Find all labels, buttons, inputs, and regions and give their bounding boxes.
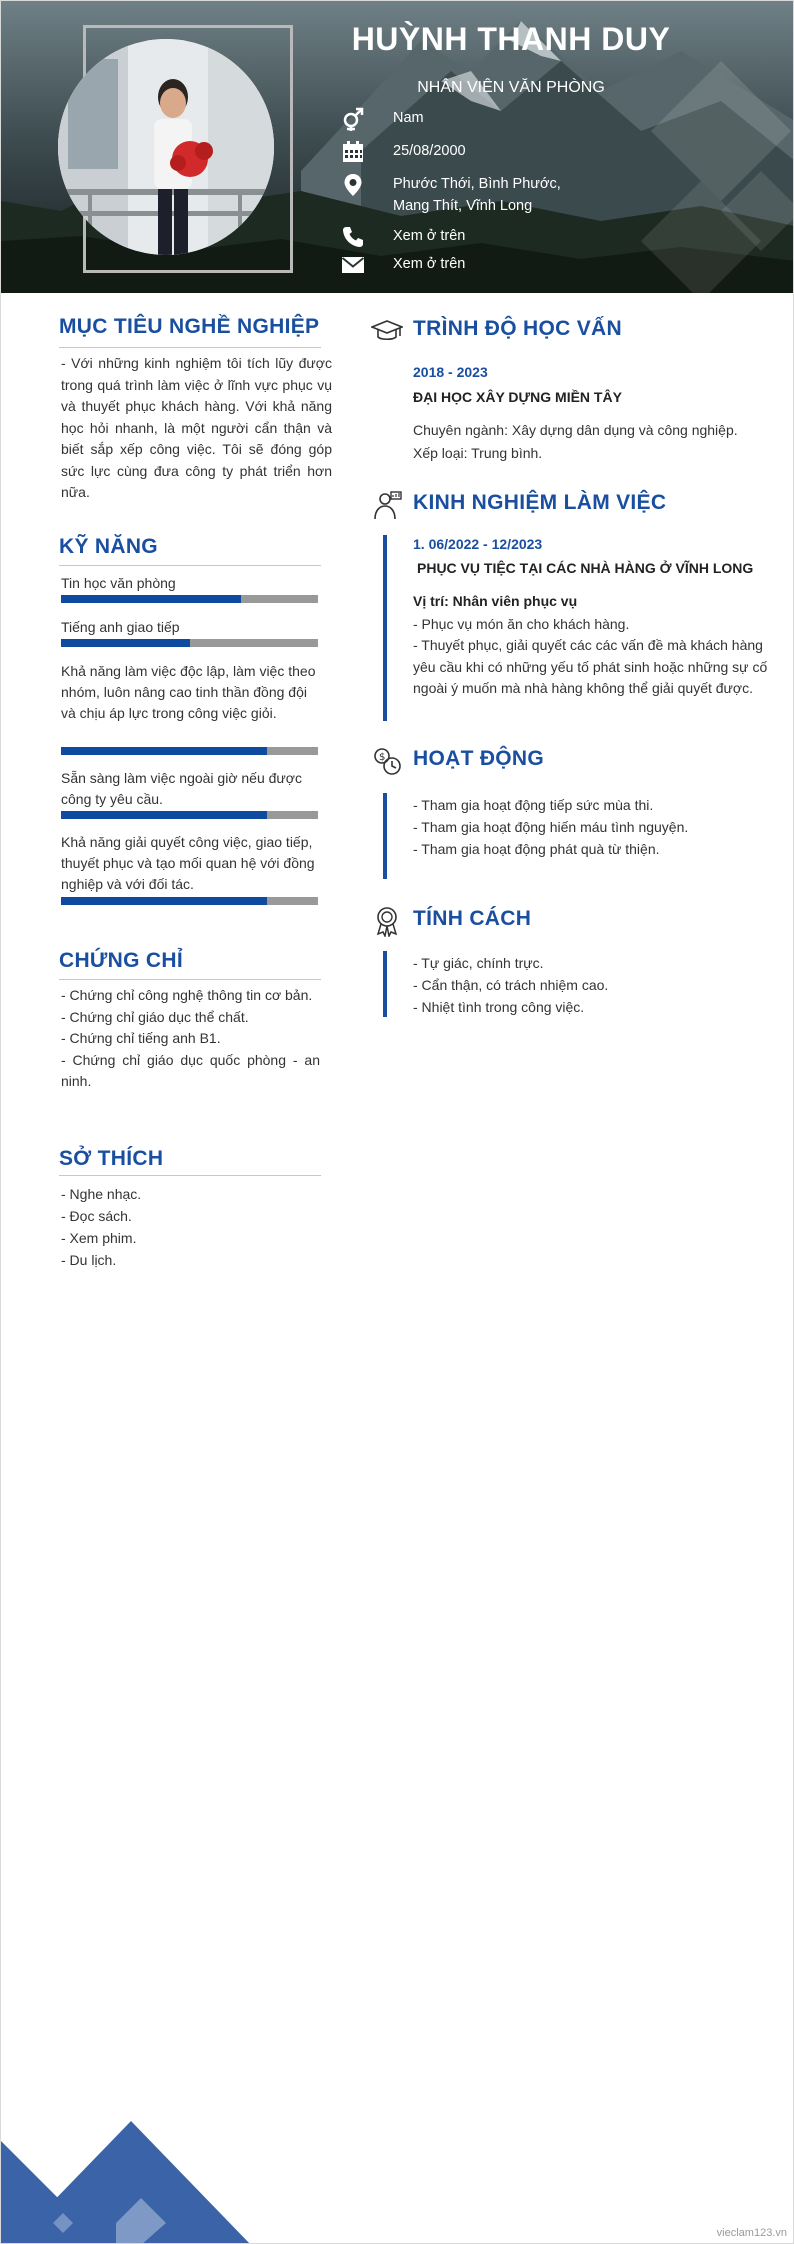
candidate-name: HUỲNH THANH DUY — [351, 21, 671, 57]
skill-label: Khả năng giải quyết công việc, giao tiếp, thuyết phục và tạo mối quan hệ với đồng nghiệp và với đối tác. — [61, 834, 315, 892]
skill-label: Tin học văn phòng — [61, 575, 176, 591]
skills-title: KỸ NĂNG — [59, 535, 158, 558]
personality-title: TÍNH CÁCH — [413, 907, 532, 930]
certificate-item: - Chứng chỉ tiếng anh B1. — [61, 1030, 221, 1046]
job-title: NHÂN VIÊN VĂN PHÒNG — [417, 79, 605, 96]
header — [1, 1, 794, 293]
hobby-item: - Xem phim. — [61, 1230, 137, 1246]
gender-text: Nam — [393, 110, 424, 126]
skill-label: Khả năng làm việc độc lập, làm việc theo nhóm, luôn nâng cao tinh thần đồng đội và chịu áp lực trong công việc giỏi. — [61, 663, 316, 721]
skill-bar-fill — [61, 639, 190, 647]
svg-text:$: $ — [379, 752, 386, 763]
award-badge-icon — [371, 905, 403, 937]
activities-timeline-bar — [383, 793, 387, 879]
education-major: Chuyên ngành: Xây dựng dân dụng và công nghiệp. — [413, 422, 738, 438]
experience-title: KINH NGHIỆM LÀM VIỆC — [413, 491, 667, 514]
email-text: Xem ở trên — [393, 256, 466, 272]
phone-text: Xem ở trên — [393, 228, 466, 244]
hobbies-title: SỞ THÍCH — [59, 1147, 164, 1170]
objective-title: MỤC TIÊU NGHỀ NGHIỆP — [59, 315, 320, 338]
skill-bar — [61, 595, 318, 603]
skill-bar — [61, 811, 318, 819]
education-school: ĐẠI HỌC XÂY DỰNG MIỀN TÂY — [413, 389, 622, 405]
profile-photo — [58, 39, 274, 255]
skill-bar — [61, 639, 318, 647]
personality-item: - Cẩn thận, có trách nhiệm cao. — [413, 977, 609, 993]
hobby-item: - Nghe nhạc. — [61, 1186, 142, 1202]
gender-icon — [341, 107, 365, 131]
certificates-list — [61, 985, 320, 1093]
skill-label: Tiếng anh giao tiếp — [61, 619, 180, 635]
site-credit: vieclam123.vn — [716, 2227, 787, 2239]
calendar-icon — [341, 140, 365, 164]
hobbies-divider — [59, 1175, 321, 1176]
certificate-item: - Chứng chỉ công nghệ thông tin cơ bản. — [61, 987, 313, 1003]
address-line-2: Mang Thít, Vĩnh Long — [393, 198, 533, 214]
objective-text: - Với những kinh nghiệm tôi tích lũy được trong quá trình làm việc ở lĩnh vực phục vụ và thuyết phục khách hàng. Với khả năng học hỏi nhanh, là một người cẩn thận và biết sắp xếp công việc. Tôi sẽ đóng góp sức lực cùng đưa công ty phát triển hơn nữa. — [61, 355, 332, 500]
personality-timeline-bar — [383, 951, 387, 1017]
education-grade: Xếp loại: Trung bình. — [413, 445, 543, 461]
graduation-cap-icon — [371, 315, 403, 347]
skill-bar-fill — [61, 747, 267, 755]
experience-position: Vị trí: Nhân viên phục vụ — [413, 593, 578, 609]
activity-icon — [371, 745, 403, 777]
location-pin-icon — [341, 173, 365, 197]
personality-item: - Tự giác, chính trực. — [413, 955, 544, 971]
skill-bar — [61, 897, 318, 905]
activity-item: - Tham gia hoạt động hiến máu tình nguyện. — [413, 819, 689, 835]
hobby-item: - Du lịch. — [61, 1252, 117, 1268]
experience-company: PHỤC VỤ TIỆC TẠI CÁC NHÀ HÀNG Ở VĨNH LONG — [417, 560, 754, 576]
skill-bar-fill — [61, 897, 267, 905]
certificate-item: - Chứng chỉ giáo dục quốc phòng - an ninh. — [61, 1051, 320, 1089]
education-title: TRÌNH ĐỘ HỌC VẤN — [413, 317, 622, 340]
birthday-text: 25/08/2000 — [393, 143, 466, 159]
objective-divider — [59, 347, 321, 348]
address-line-1: Phước Thới, Bình Phước, — [393, 176, 561, 192]
skills-divider — [59, 565, 321, 566]
skill-label: Sẵn sàng làm việc ngoài giờ nếu được công ty yêu cầu. — [61, 770, 302, 807]
experience-duty: - Thuyết phục, giải quyết các các vấn đề mà khách hàng yêu cầu khi có những yếu tố phát sinh hoặc những sự cố ngoài ý muốn mà nhà hàng không thể giải quyết được. — [413, 637, 768, 696]
certificates-divider — [59, 979, 321, 980]
certificates-title: CHỨNG CHỈ — [59, 949, 183, 972]
envelope-icon — [341, 253, 365, 277]
experience-period: 1. 06/2022 - 12/2023 — [413, 536, 543, 552]
certificate-item: - Chứng chỉ giáo dục thể chất. — [61, 1008, 249, 1025]
phone-icon — [341, 225, 365, 249]
experience-timeline-bar — [383, 535, 387, 721]
skill-bar-fill — [61, 595, 241, 603]
education-period: 2018 - 2023 — [413, 364, 488, 380]
skill-bar — [61, 747, 318, 755]
footer-diamond-decoration — [1, 2101, 261, 2244]
activity-item: - Tham gia hoạt động tiếp sức mùa thi. — [413, 797, 654, 813]
business-person-icon — [371, 489, 403, 521]
personality-item: - Nhiệt tình trong công việc. — [413, 999, 585, 1015]
hobby-item: - Đọc sách. — [61, 1208, 132, 1224]
skill-bar-fill — [61, 811, 267, 819]
activity-item: - Tham gia hoạt động phát quà từ thiện. — [413, 841, 660, 857]
activities-title: HOẠT ĐỘNG — [413, 747, 545, 770]
experience-duty: - Phục vụ món ăn cho khách hàng. — [413, 616, 630, 632]
